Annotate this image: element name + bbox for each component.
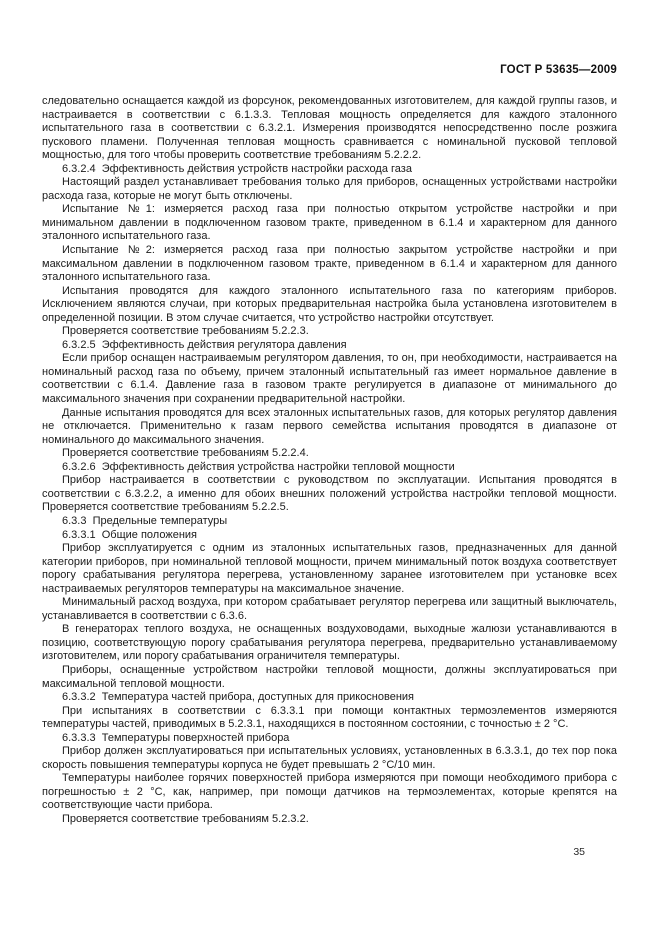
paragraph: Испытание №1: измеряется расход газа при полностью открытом устройстве настройки и при минимальном давлении в подключенном газовом тракте, приведенном в 6.1.4 и характерном для данного эталонного испытательного газа. <box>42 203 617 243</box>
section-heading: 6.3.2.5 Эффективность действия регулятора давления <box>62 338 347 351</box>
paragraph: Проверяется соответствие требованиям 5.2.2.4. <box>62 447 309 460</box>
section-heading: 6.3.3.3 Температуры поверхностей прибора <box>62 731 290 744</box>
paragraph: Прибор эксплуатируется с одним из эталонных испытательных газов, предназначенных для данной категории приборов, при номинальной тепловой мощности, причем минимальный поток воздуха соответствует порогу срабатывания регулятора перегрева, установленному заранее изготовителем при установке всех настраиваемых регуляторов температуры на максимальное значение. <box>42 542 617 595</box>
page-number: 35 <box>573 846 585 858</box>
paragraph: Испытания проводятся для каждого эталонного испытательного газа по категориям приборов. Исключением являются случаи, при которых предварительная настройка была установлена изготовителем в определенной позиции. В этом случае считается, что устройство настройки отсутствует. <box>42 284 617 324</box>
section-heading: 6.3.3.2 Температура частей прибора, доступных для прикосновения <box>62 691 415 704</box>
paragraph: Если прибор оснащен настраиваемым регулятором давления, то он, при необходимости, настраивается на номинальный расход газа по объему, причем эталонный испытательный газ имеет нормальное давление в соответствии с 6.1.4. Давление газа в газовом тракте регулируется в диапазоне от минимального до максимального значения при сохранении предварительной настройки. <box>42 352 617 406</box>
paragraph: Испытание №2: измеряется расход газа при полностью закрытом устройстве настройки и при максимальном давлении в подключенном газовом тракте, приведенном в 6.1.4 и характерном для данного эталонного испытательного газа. <box>42 244 617 284</box>
section-heading: 6.3.3.1 Общие положения <box>62 528 197 541</box>
paragraph: Приборы, оснащенные устройством настройки тепловой мощности, должны эксплуатироваться при максимальной тепловой мощности. <box>42 663 617 690</box>
paragraph: Температуры наиболее горячих поверхностей прибора измеряются при помощи необходимого прибора с погрешностью ± 2 °С, как, например, при помощи датчиков на термоэлементах, которые крепятся на соответствующие части прибора. <box>42 772 617 812</box>
paragraph: При испытаниях в соответствии с 6.3.3.1 при помощи контактных термоэлементов измеряются температуры частей, приводимых в 5.2.3.1, находящихся в постоянном состоянии, с точностью ± 2 °С. <box>42 704 617 731</box>
paragraph: Данные испытания проводятся для всех эталонных испытательных газов, для которых регулятор давления не отключается. Применительно к газам первого семейства испытания проводятся в диапазоне от номинального до максимального значения. <box>42 406 617 446</box>
paragraph: Проверяется соответствие требованиям 5.2.2.3. <box>62 325 309 338</box>
paragraph: Проверяется соответствие требованиям 5.2.3.2. <box>62 812 309 825</box>
paragraph: следовательно оснащается каждой из форсунок, рекомендованных изготовителем, для каждой группы газов, и настраивается в соответствии с 6.1.3.3. Тепловая мощность определяется для каждого эталонного испытательного газа в соответствии с 6.3.2.1. Измерения производятся непосредственно после розжига пускового пламени. Полученная тепловая мощность сравнивается с номинальной пусковой тепловой мощностью, для того чтобы проверить соответствие требованиям 5.2.2.2. <box>42 95 617 162</box>
document-header: ГОСТ Р 53635—2009 <box>500 64 617 76</box>
document-body <box>42 95 617 827</box>
paragraph: Настоящий раздел устанавливает требования только для приборов, оснащенных устройствами настройки расхода газа, которые не могут быть отключены. <box>42 176 617 202</box>
section-heading: 6.3.2.4 Эффективность действия устройств настройки расхода газа <box>62 162 412 175</box>
paragraph: Прибор настраивается в соответствии с руководством по эксплуатации. Испытания проводятся в соответствии с 6.3.2.2, а именно для обоих внешних положений устройства настройки тепловой мощности. Проверяется соответствие требованиям 5.2.2.5. <box>42 474 617 514</box>
paragraph: Минимальный расход воздуха, при котором срабатывает регулятор перегрева или защитный выключатель, устанавливается в соответствии с 6.3.6. <box>42 596 617 622</box>
paragraph: В генераторах теплого воздуха, не оснащенных воздуховодами, выходные жалюзи устанавливаются в позицию, соответствующую порогу срабатывания регулятора перегрева, предварительно устанавливаемому изготовителем, или порогу срабатывания ограничителя температуры. <box>42 623 617 663</box>
section-heading: 6.3.2.6 Эффективность действия устройства настройки тепловой мощности <box>62 460 455 473</box>
paragraph: Прибор должен эксплуатироваться при испытательных условиях, установленных в 6.3.3.1, до тех пор пока скорость повышения температуры корпуса не будет превышать 2 °С/10 мин. <box>42 745 617 771</box>
section-heading: 6.3.3 Предельные температуры <box>62 514 228 527</box>
